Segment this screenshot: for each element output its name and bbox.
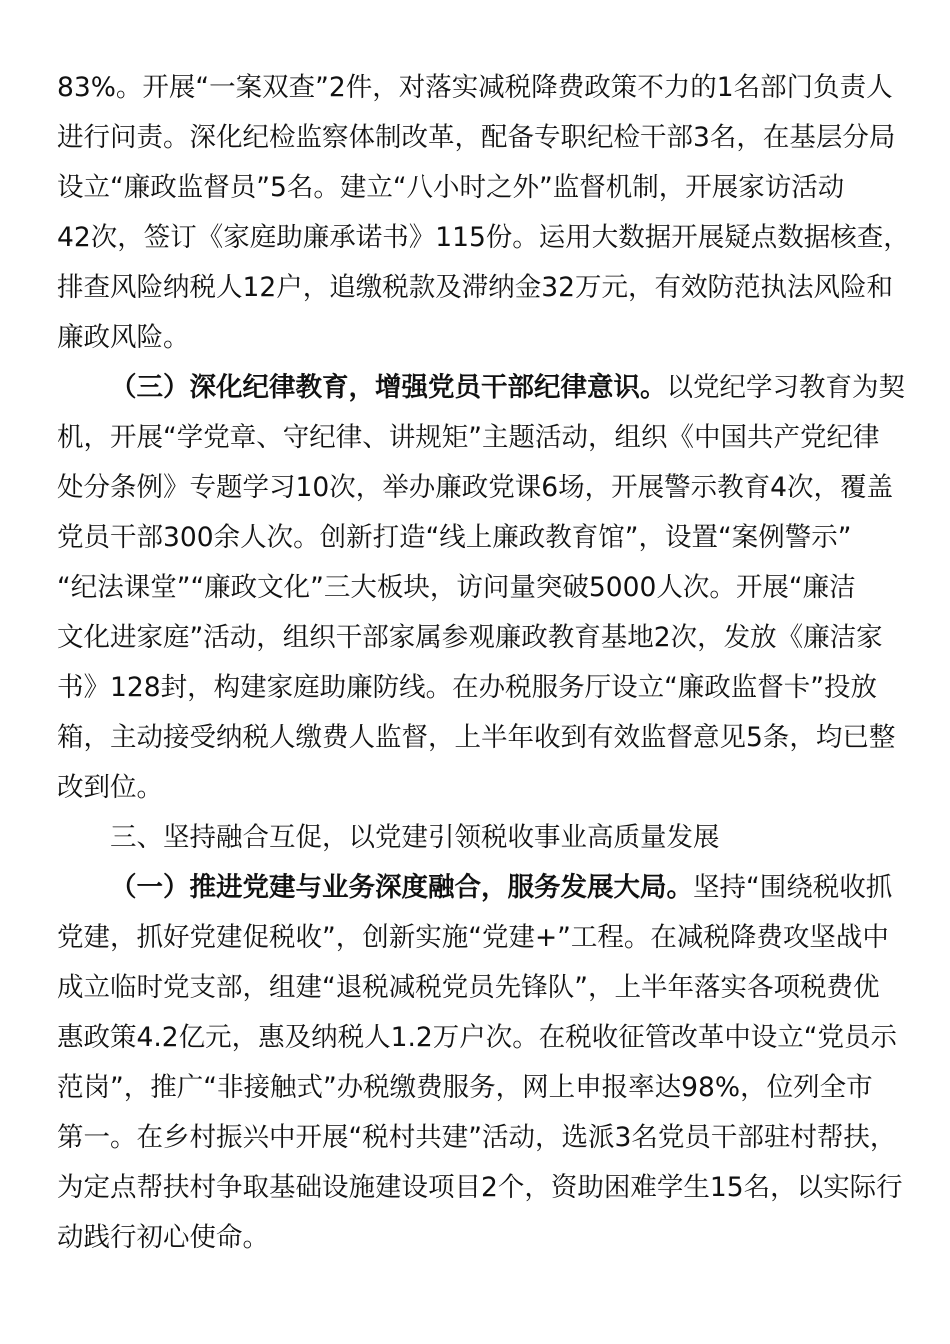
text-line <box>57 763 950 813</box>
text-line <box>57 963 950 1013</box>
text-run: 箱，主动接受纳税人缴费人监督，上半年收到有效监督意见5条，均已整 <box>57 722 896 753</box>
text-run: 改到位。 <box>57 772 163 803</box>
text-line <box>57 163 950 213</box>
section-heading: （一）推进党建与业务深度融合，服务发展大局。 <box>110 872 693 903</box>
text-line <box>57 513 950 563</box>
text-line <box>57 1063 950 1113</box>
text-run: 文化进家庭”活动，组织干部家属参观廉政教育基地2次，发放《廉洁家 <box>57 622 883 653</box>
text-run: 83%。开展“一案双查”2件，对落实减税降费政策不力的1名部门负责人 <box>57 72 893 103</box>
text-line <box>57 1163 950 1213</box>
text-line <box>110 363 950 413</box>
text-line <box>57 1013 950 1063</box>
text-run: 书》128封，构建家庭助廉防线。在办税服务厅设立“廉政监督卡”投放 <box>57 672 878 703</box>
section-heading: （三）深化纪律教育，增强党员干部纪律意识。 <box>110 372 667 403</box>
text-run: 设立“廉政监督员”5名。建立“八小时之外”监督机制，开展家访活动 <box>57 172 845 203</box>
text-run: 廉政风险。 <box>57 322 190 353</box>
text-line <box>57 1213 950 1263</box>
text-run: “纪法课堂”“廉政文化”三大板块，访问量突破5000人次。开展“廉洁 <box>57 572 856 603</box>
text-line <box>57 313 950 363</box>
text-line <box>57 213 950 263</box>
text-run: 排查风险纳税人12户，追缴税款及滞纳金32万元，有效防范执法风险和 <box>57 272 893 303</box>
text-line <box>57 713 950 763</box>
text-line <box>57 263 950 313</box>
text-line <box>57 613 950 663</box>
text-line <box>57 563 950 613</box>
text-run: 惠政策4.2亿元，惠及纳税人1.2万户次。在税收征管改革中设立“党员示 <box>57 1022 898 1053</box>
text-run: 党建，抓好党建促税收”，创新实施“党建+”工程。在减税降费攻坚战中 <box>57 922 889 953</box>
text-line <box>57 463 950 513</box>
text-line <box>57 663 950 713</box>
text-line <box>57 913 950 963</box>
text-run: 以党纪学习教育为契 <box>666 372 905 403</box>
text-line <box>57 113 950 163</box>
text-run: 机，开展“学党章、守纪律、讲规矩”主题活动，组织《中国共产党纪律 <box>57 422 880 453</box>
text-run: 成立临时党支部，组建“退税减税党员先锋队”，上半年落实各项税费优 <box>57 972 880 1003</box>
text-line <box>57 1113 950 1163</box>
text-line <box>110 863 950 913</box>
text-line <box>57 413 950 463</box>
chapter-heading: 三、坚持融合互促，以党建引领税收事业高质量发展 <box>110 822 720 853</box>
text-run: 第一。在乡村振兴中开展“税村共建”活动，选派3名党员干部驻村帮扶， <box>57 1122 897 1153</box>
text-run: 为定点帮扶村争取基础设施建设项目2个，资助困难学生15名，以实际行 <box>57 1172 903 1203</box>
text-run: 范岗”，推广“非接触式”办税缴费服务，网上申报率达98%，位列全市 <box>57 1072 873 1103</box>
text-run: 进行问责。深化纪检监察体制改革，配备专职纪检干部3名，在基层分局 <box>57 122 896 153</box>
text-run: 42次，签订《家庭助廉承诺书》115份。运用大数据开展疑点数据核查， <box>57 222 910 253</box>
text-line <box>110 813 950 863</box>
text-run: 党员干部300余人次。创新打造“线上廉政教育馆”，设置“案例警示” <box>57 522 852 553</box>
text-run: 动践行初心使命。 <box>57 1222 269 1253</box>
text-run: 坚持“围绕税收抓 <box>693 872 893 903</box>
text-run: 处分条例》专题学习10次，举办廉政党课6场，开展警示教育4次，覆盖 <box>57 472 893 503</box>
text-line <box>57 63 950 113</box>
